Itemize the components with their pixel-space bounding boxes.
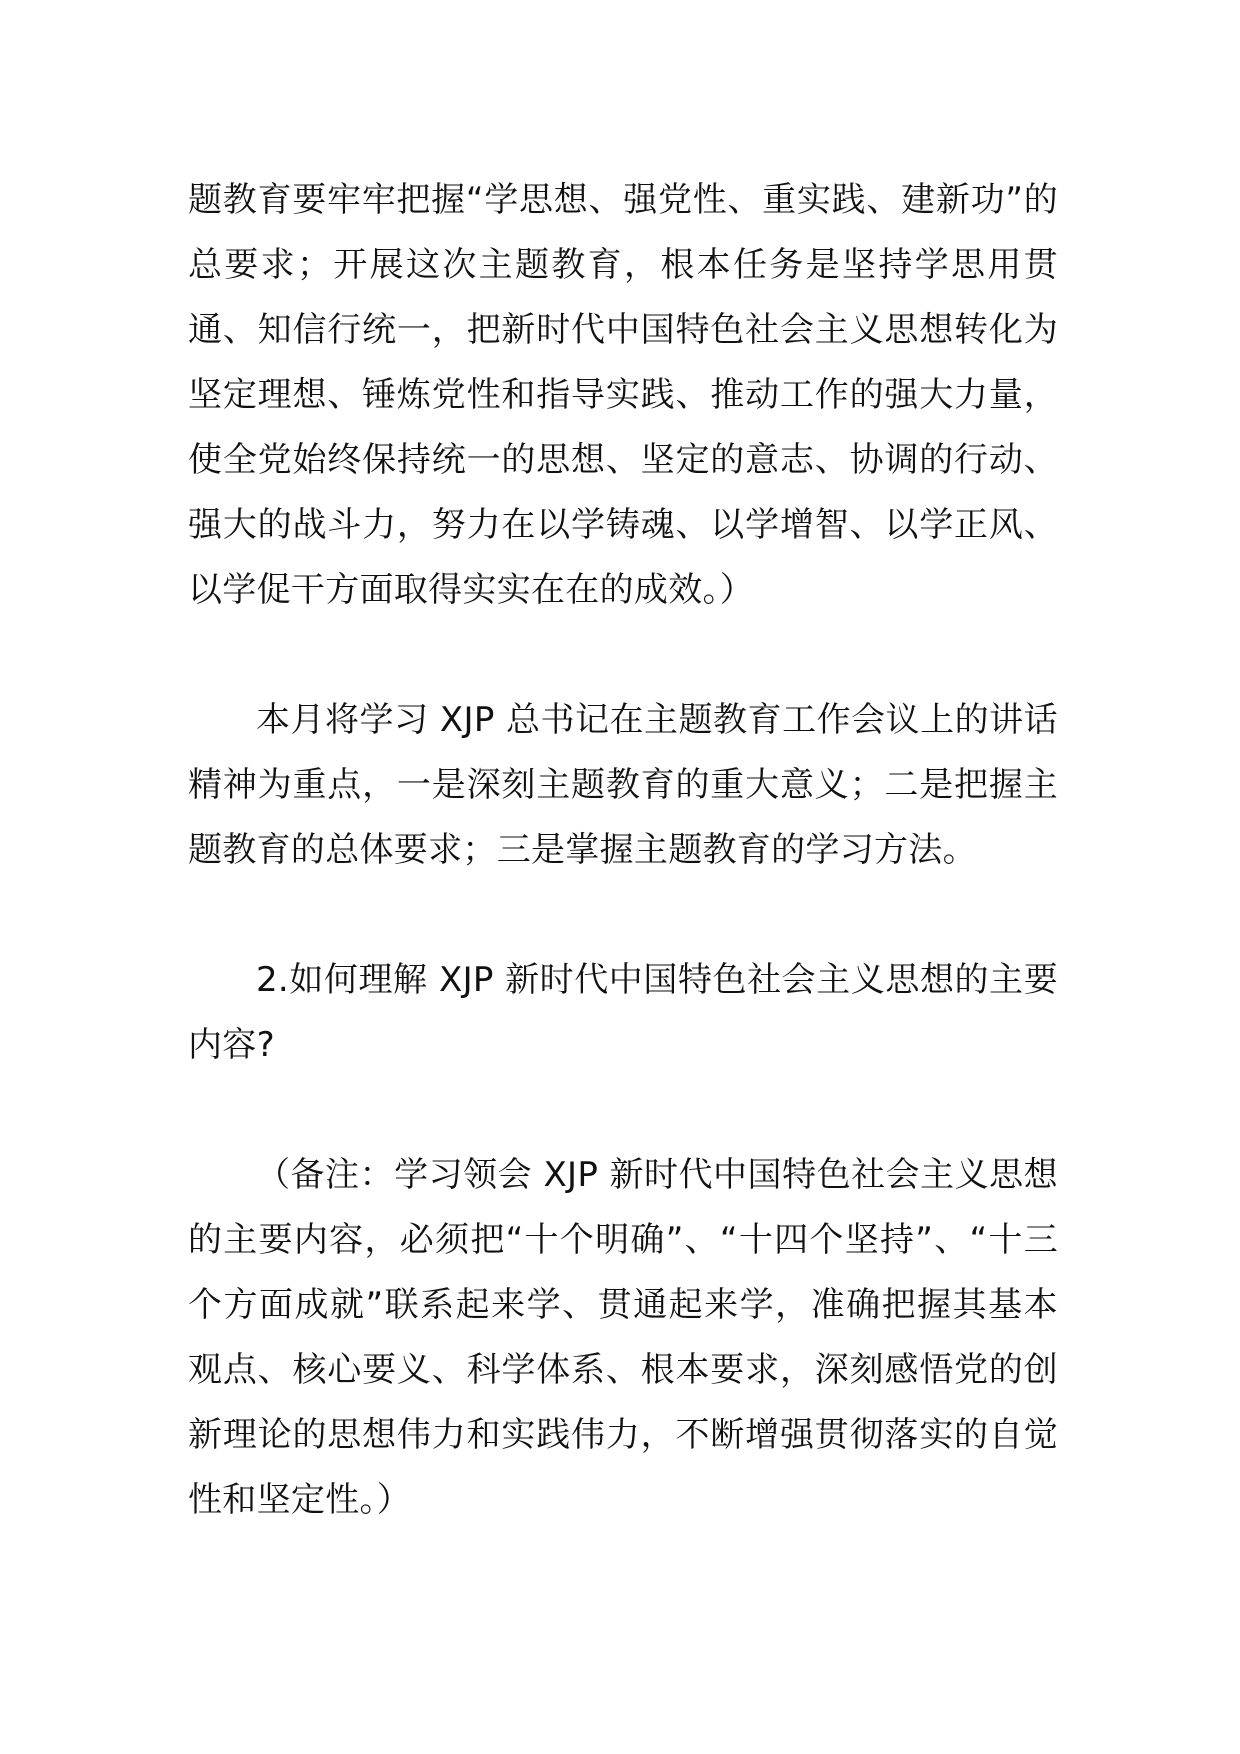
- paragraph-spacer: [188, 883, 1058, 948]
- paragraph-remarks: （备注：学习领会 XJP 新时代中国特色社会主义思想的主要内容，必须把“十个明确”、“十四个坚持”、“十三个方面成就”联系起来学、贯通起来学，准确把握其基本观点、核心要义、科学体系、根本要求，深刻感悟党的创新理论的思想伟力和实践伟力，不断增强贯彻落实的自觉性和坚定性。）: [188, 1155, 1058, 1520]
- question-heading: 2.如何理解 XJP 新时代中国特色社会主义思想的主要内容?: [188, 960, 1058, 1065]
- paragraph-theme-education-requirements: 题教育要牢牢把握“学思想、强党性、重实践、建新功”的总要求；开展这次主题教育，根本任务是坚持学思用贯通、知信行统一，把新时代中国特色社会主义思想转化为坚定理想、锤炼党性和指导实践、推动工作的强大力量，使全党始终保持统一的思想、坚定的意志、协调的行动、强大的战斗力，努力在以学铸魂、以学增智、以学正风、以学促干方面取得实实在在的成效。）: [188, 180, 1058, 610]
- paragraph-monthly-study-focus: 本月将学习 XJP 总书记在主题教育工作会议上的讲话精神为重点，一是深刻主题教育的重大意义；二是把握主题教育的总体要求；三是掌握主题教育的学习方法。: [188, 700, 1058, 870]
- paragraph-spacer: [188, 623, 1058, 688]
- paragraph-spacer: [188, 1078, 1058, 1143]
- document-body: [188, 168, 1058, 1533]
